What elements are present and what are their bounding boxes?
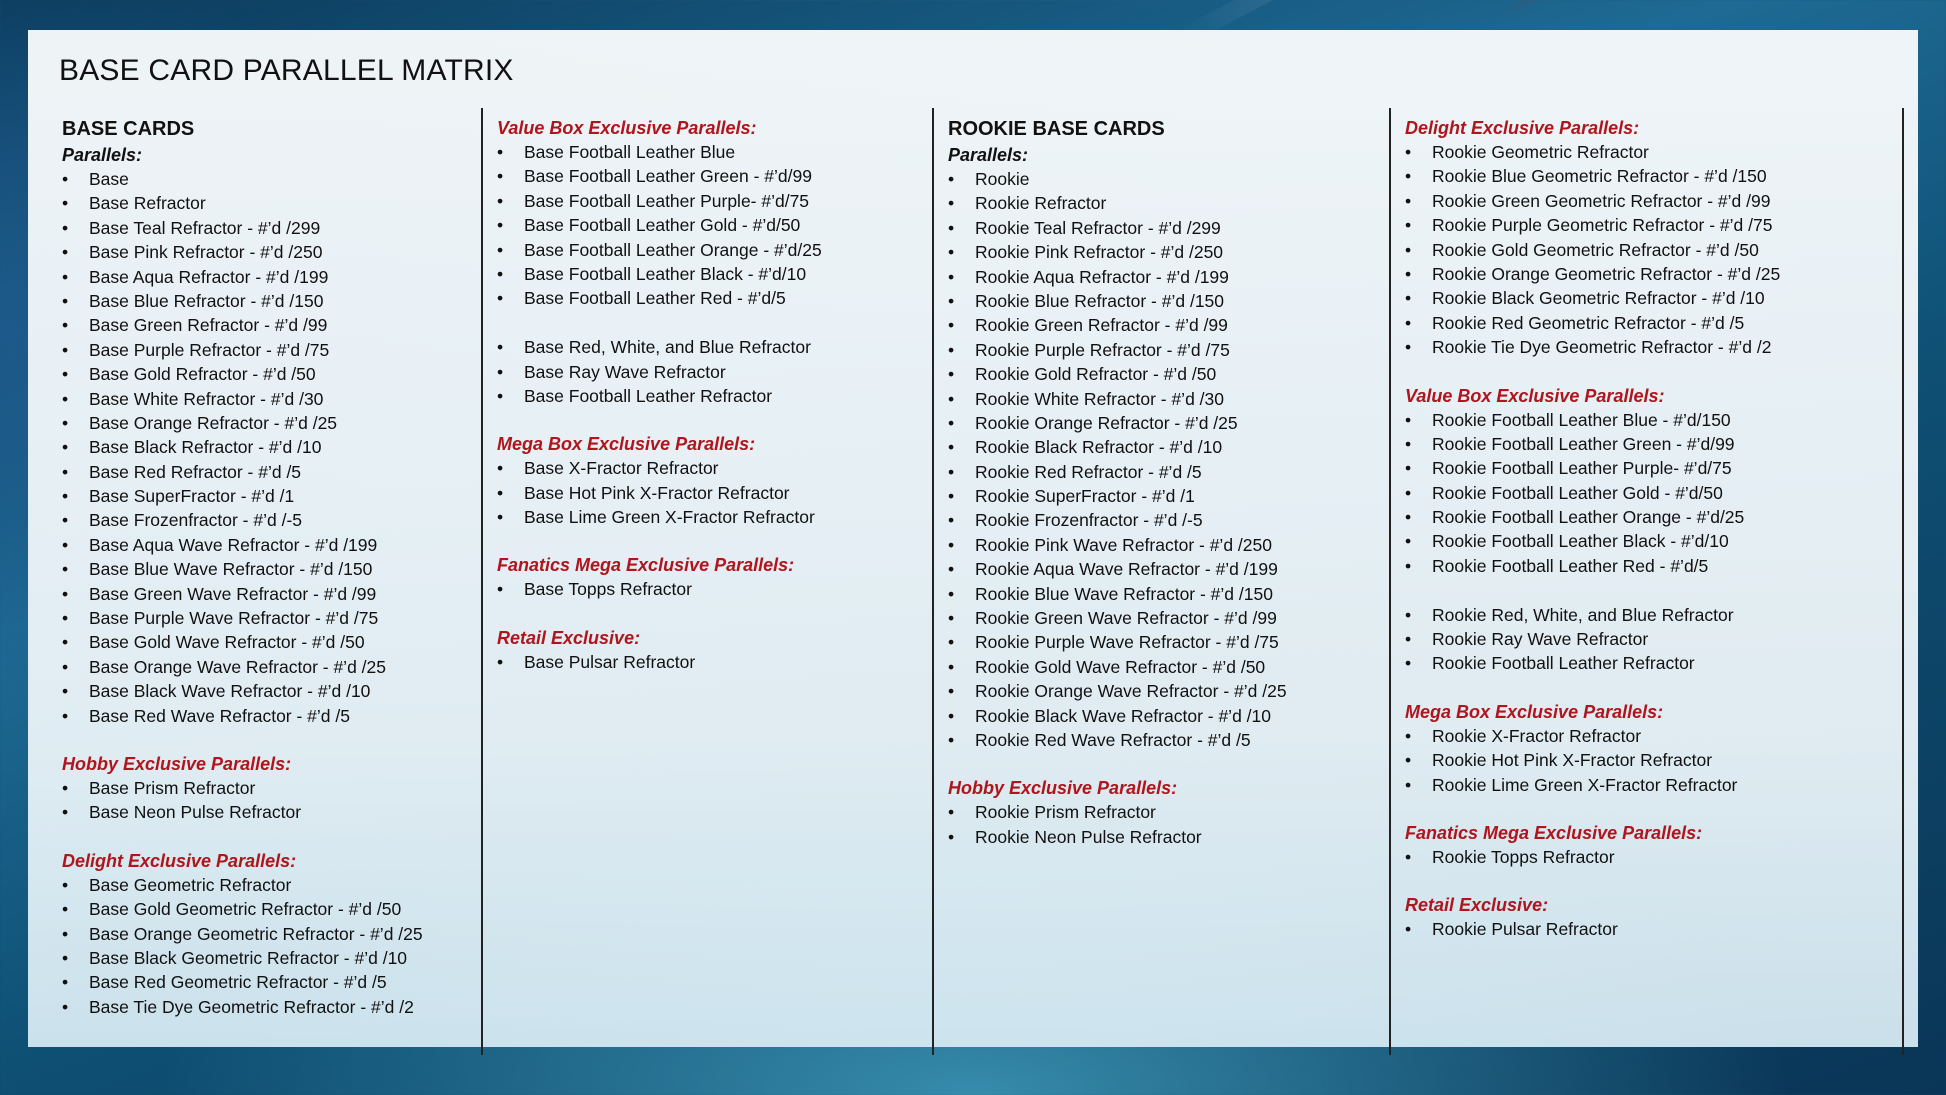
- list-item: • Rookie Football Leather Refractor: [1405, 651, 1780, 675]
- section-title: Mega Box Exclusive Parallels:: [1405, 701, 1664, 722]
- list-item: • Base Red Wave Refractor - #’d /5: [62, 704, 423, 728]
- list-item: • Base Aqua Refractor - #’d /199: [62, 265, 423, 289]
- list-item: • Base Football Leather Black - #’d/10: [497, 262, 822, 286]
- decorative-streak: [1498, 0, 1946, 19]
- list-item: • Rookie Pink Refractor - #’d /250: [948, 240, 1287, 264]
- parallel-list: [1405, 140, 1780, 360]
- parallel-list: [62, 873, 423, 1019]
- section-heading: ROOKIE BASE CARDS: [948, 118, 1165, 140]
- list-item: • Base Teal Refractor - #’d /299: [62, 216, 423, 240]
- section-title: Fanatics Mega Exclusive Parallels:: [1405, 822, 1703, 843]
- section-title: Fanatics Mega Exclusive Parallels:: [497, 555, 795, 576]
- section-title: Mega Box Exclusive Parallels:: [497, 434, 756, 455]
- list-item: • Rookie Orange Geometric Refractor - #’d /25: [1405, 262, 1780, 286]
- list-item: • Rookie Purple Geometric Refractor - #’d /75: [1405, 213, 1780, 237]
- parallel-list: [497, 456, 822, 529]
- list-item: • Rookie: [948, 167, 1287, 191]
- list-item: • Rookie Gold Geometric Refractor - #’d /50: [1405, 238, 1780, 262]
- column-divider: [1902, 108, 1904, 1055]
- list-item: • Base Orange Geometric Refractor - #’d /25: [62, 922, 423, 946]
- matrix-card: [28, 30, 1918, 1047]
- parallel-list: [948, 167, 1287, 752]
- list-item: • Base Topps Refractor: [497, 577, 822, 601]
- list-item: • Rookie Football Leather Blue - #’d/150: [1405, 408, 1780, 432]
- parallel-list: [1405, 408, 1780, 579]
- list-item: • Base Ray Wave Refractor: [497, 360, 822, 384]
- list-item: • Rookie Pulsar Refractor: [1405, 917, 1780, 941]
- list-item: • Base Black Wave Refractor - #’d /10: [62, 679, 423, 703]
- parallel-list: [497, 650, 822, 674]
- list-item: • Rookie Purple Wave Refractor - #’d /75: [948, 630, 1287, 654]
- parallel-list: [1405, 917, 1780, 941]
- list-item: • Rookie Red, White, and Blue Refractor: [1405, 603, 1780, 627]
- parallel-list: [948, 800, 1287, 849]
- list-item: • Base Purple Refractor - #’d /75: [62, 338, 423, 362]
- list-item: • Base Black Geometric Refractor - #’d /10: [62, 946, 423, 970]
- list-item: • Base Green Wave Refractor - #’d /99: [62, 582, 423, 606]
- list-item: • Rookie Orange Refractor - #’d /25: [948, 411, 1287, 435]
- list-item: • Base Orange Refractor - #’d /25: [62, 411, 423, 435]
- list-item: • Base Football Leather Orange - #’d/25: [497, 238, 822, 262]
- list-item: • Rookie Blue Wave Refractor - #’d /150: [948, 582, 1287, 606]
- list-item: • Base Gold Geometric Refractor - #’d /50: [62, 897, 423, 921]
- rookie-cards-column: [948, 116, 1287, 849]
- list-item: • Base Football Leather Refractor: [497, 384, 822, 408]
- parallels-label: Parallels:: [948, 145, 1029, 165]
- list-item: • Base Gold Wave Refractor - #’d /50: [62, 630, 423, 654]
- list-item: • Base Football Leather Gold - #’d/50: [497, 213, 822, 237]
- parallel-list: [497, 140, 822, 311]
- section-title: Retail Exclusive:: [1405, 895, 1549, 916]
- list-item: • Base Blue Refractor - #’d /150: [62, 289, 423, 313]
- list-item: • Rookie Green Geometric Refractor - #’d /99: [1405, 189, 1780, 213]
- list-item: • Rookie Blue Refractor - #’d /150: [948, 289, 1287, 313]
- list-item: • Base Gold Refractor - #’d /50: [62, 362, 423, 386]
- list-item: • Base Blue Wave Refractor - #’d /150: [62, 557, 423, 581]
- list-item: • Rookie Geometric Refractor: [1405, 140, 1780, 164]
- list-item: • Base Pulsar Refractor: [497, 650, 822, 674]
- list-item: • Base X-Fractor Refractor: [497, 456, 822, 480]
- list-item: • Rookie Orange Wave Refractor - #’d /25: [948, 679, 1287, 703]
- column-divider: [932, 108, 934, 1055]
- parallel-list: [497, 335, 822, 408]
- list-item: • Base Purple Wave Refractor - #’d /75: [62, 606, 423, 630]
- list-item: • Rookie Gold Wave Refractor - #’d /50: [948, 655, 1287, 679]
- list-item: • Rookie Aqua Wave Refractor - #’d /199: [948, 557, 1287, 581]
- parallel-list: [62, 167, 423, 728]
- list-item: • Rookie Black Wave Refractor - #’d /10: [948, 704, 1287, 728]
- list-item: • Base Football Leather Blue: [497, 140, 822, 164]
- list-item: • Rookie Topps Refractor: [1405, 845, 1780, 869]
- list-item: • Rookie Football Leather Black - #’d/10: [1405, 529, 1780, 553]
- section-title: Delight Exclusive Parallels:: [1405, 118, 1640, 138]
- list-item: • Base Football Leather Red - #’d/5: [497, 286, 822, 310]
- list-item: • Base SuperFractor - #’d /1: [62, 484, 423, 508]
- list-item: • Rookie Football Leather Orange - #’d/25: [1405, 505, 1780, 529]
- list-item: • Rookie Football Leather Red - #’d/5: [1405, 554, 1780, 578]
- parallels-label: Parallels:: [62, 145, 143, 165]
- parallel-list: [1405, 724, 1780, 797]
- list-item: • Rookie Tie Dye Geometric Refractor - #’d /2: [1405, 335, 1780, 359]
- list-item: • Rookie Pink Wave Refractor - #’d /250: [948, 533, 1287, 557]
- list-item: • Base Pink Refractor - #’d /250: [62, 240, 423, 264]
- list-item: • Base Refractor: [62, 191, 423, 215]
- section-heading: BASE CARDS: [62, 118, 195, 140]
- list-item: • Base Frozenfractor - #’d /-5: [62, 508, 423, 532]
- list-item: • Rookie Frozenfractor - #’d /-5: [948, 508, 1287, 532]
- page-title: BASE CARD PARALLEL MATRIX: [59, 54, 514, 87]
- list-item: • Base Tie Dye Geometric Refractor - #’d /2: [62, 995, 423, 1019]
- list-item: • Rookie Red Geometric Refractor - #’d /5: [1405, 311, 1780, 335]
- section-title: Hobby Exclusive Parallels:: [62, 753, 292, 774]
- column-divider: [1389, 108, 1391, 1055]
- list-item: • Base Black Refractor - #’d /10: [62, 435, 423, 459]
- list-item: • Rookie Ray Wave Refractor: [1405, 627, 1780, 651]
- base-exclusives-column: [497, 116, 822, 674]
- list-item: • Rookie Black Refractor - #’d /10: [948, 435, 1287, 459]
- list-item: • Rookie Aqua Refractor - #’d /199: [948, 265, 1287, 289]
- list-item: • Rookie X-Fractor Refractor: [1405, 724, 1780, 748]
- list-item: • Rookie Refractor: [948, 191, 1287, 215]
- list-item: • Base Red Geometric Refractor - #’d /5: [62, 970, 423, 994]
- section-title: Value Box Exclusive Parallels:: [497, 118, 757, 138]
- section-title: Hobby Exclusive Parallels:: [948, 778, 1178, 799]
- list-item: • Rookie Football Leather Gold - #’d/50: [1405, 481, 1780, 505]
- list-item: • Base Geometric Refractor: [62, 873, 423, 897]
- list-item: • Base Football Leather Green - #’d/99: [497, 164, 822, 188]
- base-cards-column: [62, 116, 423, 1019]
- column-divider: [481, 108, 483, 1055]
- list-item: • Base White Refractor - #’d /30: [62, 387, 423, 411]
- list-item: • Rookie Neon Pulse Refractor: [948, 825, 1287, 849]
- list-item: • Base Orange Wave Refractor - #’d /25: [62, 655, 423, 679]
- list-item: • Base Red, White, and Blue Refractor: [497, 335, 822, 359]
- list-item: • Base Green Refractor - #’d /99: [62, 313, 423, 337]
- parallel-list: [1405, 845, 1780, 869]
- rookie-exclusives-column: [1405, 116, 1780, 942]
- list-item: • Rookie Football Leather Green - #’d/99: [1405, 432, 1780, 456]
- list-item: • Base Lime Green X-Fractor Refractor: [497, 505, 822, 529]
- list-item: • Rookie Football Leather Purple- #’d/75: [1405, 456, 1780, 480]
- list-item: • Rookie Hot Pink X-Fractor Refractor: [1405, 748, 1780, 772]
- list-item: • Rookie Black Geometric Refractor - #’d /10: [1405, 286, 1780, 310]
- list-item: • Rookie Teal Refractor - #’d /299: [948, 216, 1287, 240]
- section-title: Delight Exclusive Parallels:: [62, 850, 297, 871]
- list-item: • Base Prism Refractor: [62, 776, 423, 800]
- list-item: • Base Hot Pink X-Fractor Refractor: [497, 481, 822, 505]
- list-item: • Rookie White Refractor - #’d /30: [948, 387, 1287, 411]
- section-title: Value Box Exclusive Parallels:: [1405, 385, 1665, 406]
- list-item: • Base Red Refractor - #’d /5: [62, 460, 423, 484]
- list-item: • Rookie Gold Refractor - #’d /50: [948, 362, 1287, 386]
- list-item: • Rookie Purple Refractor - #’d /75: [948, 338, 1287, 362]
- section-title: Retail Exclusive:: [497, 627, 641, 648]
- list-item: • Rookie SuperFractor - #’d /1: [948, 484, 1287, 508]
- list-item: • Base: [62, 167, 423, 191]
- list-item: • Rookie Blue Geometric Refractor - #’d /150: [1405, 164, 1780, 188]
- parallel-list: [62, 776, 423, 825]
- list-item: • Rookie Red Wave Refractor - #’d /5: [948, 728, 1287, 752]
- parallel-list: [497, 577, 822, 601]
- list-item: • Rookie Green Wave Refractor - #’d /99: [948, 606, 1287, 630]
- list-item: • Rookie Green Refractor - #’d /99: [948, 313, 1287, 337]
- list-item: • Rookie Red Refractor - #’d /5: [948, 460, 1287, 484]
- list-item: • Base Aqua Wave Refractor - #’d /199: [62, 533, 423, 557]
- list-item: • Rookie Lime Green X-Fractor Refractor: [1405, 773, 1780, 797]
- parallel-list: [1405, 603, 1780, 676]
- list-item: • Rookie Prism Refractor: [948, 800, 1287, 824]
- list-item: • Base Football Leather Purple- #’d/75: [497, 189, 822, 213]
- list-item: • Base Neon Pulse Refractor: [62, 800, 423, 824]
